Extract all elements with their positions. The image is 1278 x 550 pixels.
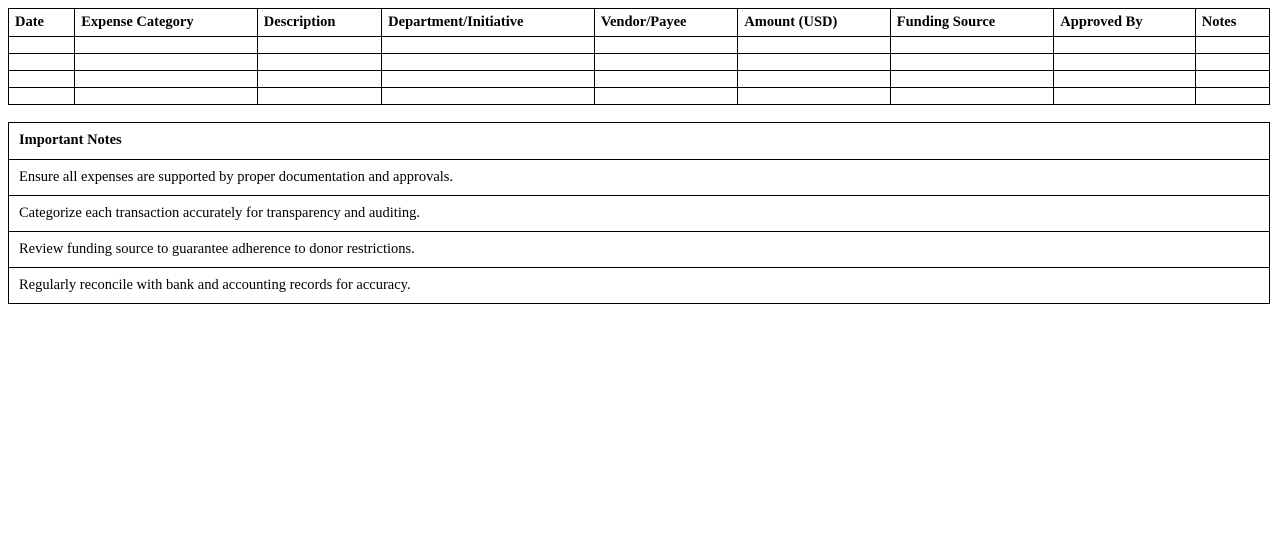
column-header-date: Date <box>9 9 75 37</box>
notes-row <box>9 196 1270 232</box>
cell-notes[interactable] <box>1195 37 1269 54</box>
notes-row <box>9 160 1270 196</box>
cell-expense-category[interactable] <box>75 71 258 88</box>
cell-amount-usd[interactable] <box>738 71 890 88</box>
column-header-notes: Notes <box>1195 9 1269 37</box>
note-item: Categorize each transaction accurately for transparency and auditing. <box>9 196 1270 232</box>
important-notes-section <box>8 122 1270 304</box>
notes-heading-row <box>9 123 1270 160</box>
cell-approved-by[interactable] <box>1054 54 1195 71</box>
cell-expense-category[interactable] <box>75 88 258 105</box>
cell-notes[interactable] <box>1195 88 1269 105</box>
cell-department-initiative[interactable] <box>382 88 595 105</box>
cell-vendor-payee[interactable] <box>594 54 737 71</box>
expense-log-table <box>8 8 1270 105</box>
cell-vendor-payee[interactable] <box>594 88 737 105</box>
cell-approved-by[interactable] <box>1054 37 1195 54</box>
column-header-funding-source: Funding Source <box>890 9 1054 37</box>
cell-description[interactable] <box>257 88 381 105</box>
table-row[interactable] <box>9 88 1270 105</box>
cell-funding-source[interactable] <box>890 88 1054 105</box>
column-header-description: Description <box>257 9 381 37</box>
cell-notes[interactable] <box>1195 71 1269 88</box>
column-header-expense-category: Expense Category <box>75 9 258 37</box>
cell-approved-by[interactable] <box>1054 71 1195 88</box>
note-item: Regularly reconcile with bank and accounting records for accuracy. <box>9 268 1270 304</box>
cell-department-initiative[interactable] <box>382 37 595 54</box>
column-header-vendor-payee: Vendor/Payee <box>594 9 737 37</box>
cell-description[interactable] <box>257 71 381 88</box>
cell-amount-usd[interactable] <box>738 37 890 54</box>
note-item: Ensure all expenses are supported by proper documentation and approvals. <box>9 160 1270 196</box>
cell-date[interactable] <box>9 37 75 54</box>
notes-heading: Important Notes <box>9 123 1270 160</box>
important-notes-table <box>8 122 1270 304</box>
column-header-amount-usd: Amount (USD) <box>738 9 890 37</box>
cell-amount-usd[interactable] <box>738 54 890 71</box>
table-row[interactable] <box>9 71 1270 88</box>
cell-date[interactable] <box>9 88 75 105</box>
cell-description[interactable] <box>257 37 381 54</box>
cell-expense-category[interactable] <box>75 54 258 71</box>
table-header-row <box>9 9 1270 37</box>
cell-department-initiative[interactable] <box>382 71 595 88</box>
cell-funding-source[interactable] <box>890 37 1054 54</box>
cell-notes[interactable] <box>1195 54 1269 71</box>
cell-amount-usd[interactable] <box>738 88 890 105</box>
notes-row <box>9 268 1270 304</box>
column-header-approved-by: Approved By <box>1054 9 1195 37</box>
cell-vendor-payee[interactable] <box>594 71 737 88</box>
note-item: Review funding source to guarantee adherence to donor restrictions. <box>9 232 1270 268</box>
cell-funding-source[interactable] <box>890 71 1054 88</box>
table-row[interactable] <box>9 54 1270 71</box>
cell-funding-source[interactable] <box>890 54 1054 71</box>
cell-date[interactable] <box>9 71 75 88</box>
cell-vendor-payee[interactable] <box>594 37 737 54</box>
cell-department-initiative[interactable] <box>382 54 595 71</box>
cell-date[interactable] <box>9 54 75 71</box>
column-header-department-initiative: Department/Initiative <box>382 9 595 37</box>
cell-expense-category[interactable] <box>75 37 258 54</box>
cell-description[interactable] <box>257 54 381 71</box>
notes-row <box>9 232 1270 268</box>
table-row[interactable] <box>9 37 1270 54</box>
cell-approved-by[interactable] <box>1054 88 1195 105</box>
